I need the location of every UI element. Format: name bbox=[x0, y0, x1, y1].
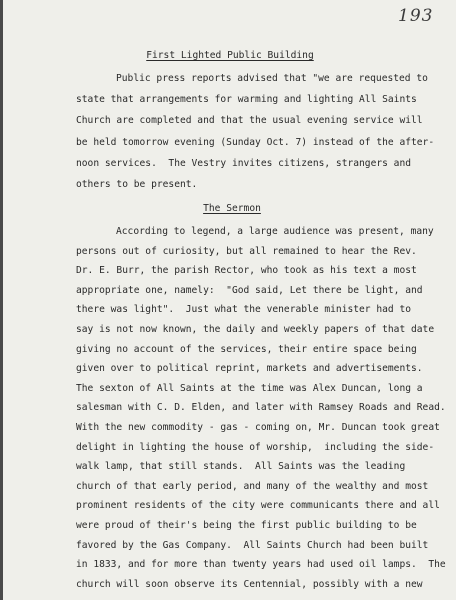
text-line: be held tomorrow evening (Sunday Oct. 7) instead of the after- bbox=[76, 136, 435, 148]
text-line: state that arrangements for warming and lighting All Saints bbox=[76, 94, 417, 106]
text-line: others to be present. bbox=[76, 179, 198, 190]
page-edge bbox=[0, 0, 3, 600]
text-line: Dr. E. Burr, the parish Rector, who took as his text a most bbox=[76, 265, 417, 277]
text-line: favored by the Gas Company. All Saints Church had been built bbox=[76, 539, 429, 551]
text-line: walk lamp, that still stands. All Saints was the leading bbox=[76, 461, 406, 473]
text-line: According to legend, a large audience was present, many bbox=[116, 226, 434, 237]
text-line: Public press reports advised that "we are requested to bbox=[116, 73, 428, 84]
text-line: were proud of their's being the first public building to be bbox=[76, 520, 417, 531]
text-line: The sexton of All Saints at the time was Alex Duncan, long a bbox=[76, 382, 423, 394]
text-line: persons out of curiosity, but all remained to hear the Rev. bbox=[76, 245, 417, 257]
text-line: church of that early period, and many of the wealthy and most bbox=[76, 480, 429, 492]
page-number: 193 bbox=[398, 6, 434, 26]
text-line: giving no account of the services, their entire space being bbox=[76, 343, 417, 355]
text-line: noon services. The Vestry invites citizens, strangers and bbox=[76, 157, 412, 169]
text-line: church will soon observe its Centennial, possibly with a new bbox=[76, 578, 423, 590]
text-line: there was light". Just what the venerable minister had to bbox=[76, 304, 412, 316]
text-line: salesman with C. D. Elden, and later with Ramsey Roads and Read. bbox=[76, 402, 446, 414]
section-heading-the-sermon: The Sermon bbox=[203, 203, 261, 214]
text-line: Church are completed and that the usual evening service will bbox=[76, 115, 423, 127]
text-line: delight in lighting the house of worship, including the side- bbox=[76, 441, 435, 453]
text-line: say is not now known, the daily and weekly papers of that date bbox=[76, 324, 435, 335]
text-line: appropriate one, namely: "God said, Let there be light, and bbox=[76, 284, 423, 296]
text-line: in 1833, and for more than twenty years had used oil lamps. The bbox=[76, 559, 446, 571]
text-line: given over to political reprint, markets and advertisements. bbox=[76, 363, 423, 375]
text-line: With the new commodity - gas - coming on, Mr. Duncan took great bbox=[76, 422, 440, 433]
section-heading-first-lighted: First Lighted Public Building bbox=[146, 50, 314, 61]
text-line: prominent residents of the city were communicants there and all bbox=[76, 500, 440, 512]
